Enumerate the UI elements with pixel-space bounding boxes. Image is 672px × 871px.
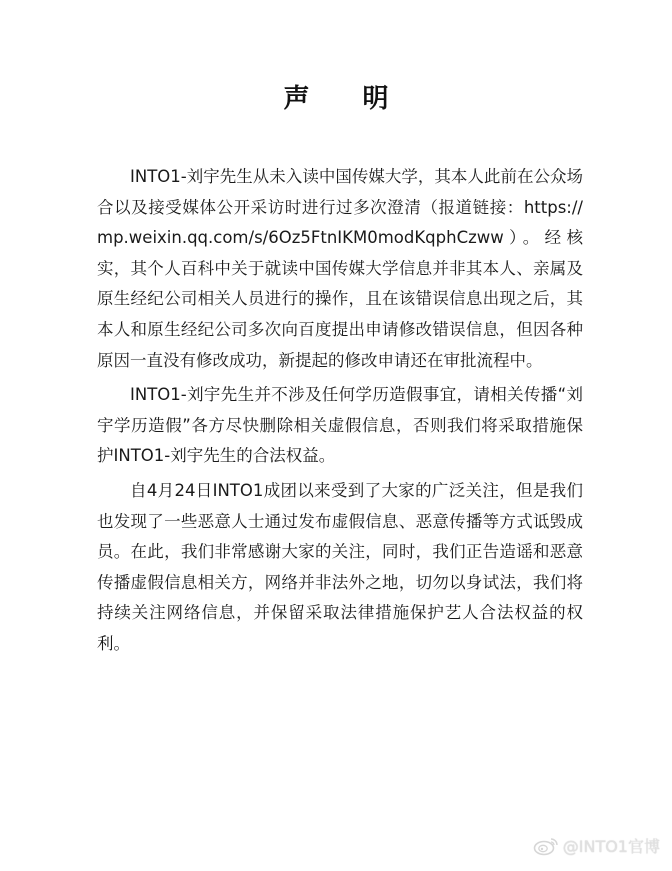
statement-body (97, 162, 583, 664)
paragraph-3: 自4月24日INTO1成团以来受到了大家的广泛关注，但是我们也发现了一些恶意人士通过发布虚假信息、恶意传播等方式诋毁成员。在此，我们非常感谢大家的关注，同时，我们正告造谣和恶意传播虚假信息相关方，网络并非法外之地，切勿以身试法，我们将持续关注网络信息，并保留采取法律措施保护艺人合法权益的权利。 (97, 480, 583, 653)
weibo-watermark (533, 834, 660, 857)
paragraph-1: INTO1-刘宇先生从未入读中国传媒大学，其本人此前在公众场合以及接受媒体公开采访时进行过多次澄清（报道链接：https://mp.weixin.qq.com/s/6Oz5FtnIKM0modKqphCzww）。经核实，其个人百科中关于就读中国传媒大学信息并非其本人、亲属及原生经纪公司相关人员进行的操作，且在该错误信息出现之后，其本人和原生经纪公司多次向百度提出申请修改错误信息，但因各种原因一直没有修改成功，新提起的修改申请还在审批流程中。 (97, 167, 583, 370)
page-title: 声 明 (283, 84, 411, 114)
weibo-logo-icon (533, 836, 559, 856)
watermark-text: @INTO1官博 (562, 837, 660, 856)
paragraph-2: INTO1-刘宇先生并不涉及任何学历造假事宜，请相关传播“刘宇学历造假”各方尽快删除相关虚假信息，否则我们将采取措施保护INTO1-刘宇先生的合法权益。 (97, 385, 583, 466)
